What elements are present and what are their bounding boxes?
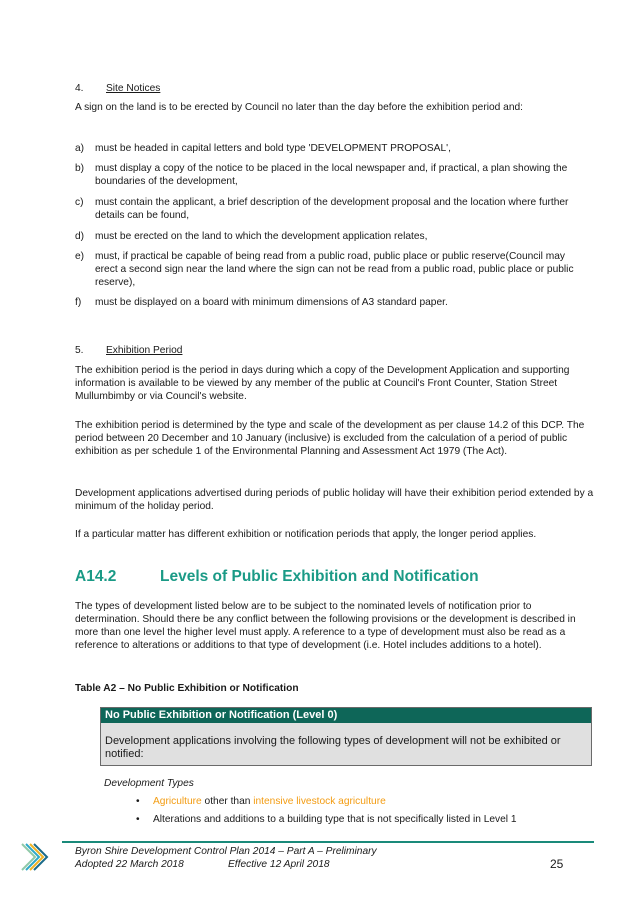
agriculture-link[interactable]: Agriculture	[153, 796, 202, 807]
section-5-number: 5.	[75, 345, 84, 356]
list-item-label: f)	[75, 297, 82, 308]
footer-effective: Effective 12 April 2018	[228, 859, 330, 870]
table-header: No Public Exhibition or Notification (Level 0)	[101, 708, 591, 723]
list-item-label: e)	[75, 251, 85, 262]
paragraph: The exhibition period is the period in days during which a copy of the Development Application and supporting information is available to be viewed by any member of the public at Council's Front Counter, Station Street Mullumbimby or via Council's website.	[75, 365, 570, 402]
table-body: Development applications involving the following types of development will not be exhibited or notified:	[101, 723, 591, 765]
paragraph: If a particular matter has different exhibition or notification periods that apply, the longer period applies.	[75, 529, 537, 540]
bullet-icon: •	[136, 814, 140, 825]
development-types-label: Development Types	[104, 778, 194, 789]
intensive-livestock-link[interactable]: intensive livestock agriculture	[253, 796, 386, 807]
section-title: Levels of Public Exhibition and Notification	[160, 568, 479, 585]
list-item-text: must be headed in capital letters and bold type 'DEVELOPMENT PROPOSAL',	[95, 143, 451, 154]
list-item-text: must be displayed on a board with minimum dimensions of A3 standard paper.	[95, 297, 448, 308]
list-item-text: Alterations and additions to a building type that is not specifically listed in Level 1	[153, 814, 517, 825]
logo-icon	[20, 842, 54, 872]
list-item-label: a)	[75, 143, 85, 154]
list-item-text: must contain the applicant, a brief description of the development proposal and the location where further details can be found,	[95, 197, 569, 221]
list-item-text: must display a copy of the notice to be placed in the local newspaper and, if practical, a plan showing the boundaries of the development,	[95, 163, 568, 187]
section-5-heading: Exhibition Period	[106, 345, 183, 356]
level-0-table	[100, 707, 592, 766]
paragraph: The types of development listed below are to be subject to the nominated levels of notification prior to determination. Should there be any conflict between the following provisions or the development is described in more than one level the higher level must apply. A reference to a type of development must also be read as a reference to alterations or additions to that type of development (i.e. Hotel includes additions to a hotel).	[75, 601, 576, 651]
list-item-text: other than	[201, 796, 254, 807]
bullet-icon: •	[136, 796, 140, 807]
paragraph: The exhibition period is determined by the type and scale of the development as per clause 14.2 of this DCP. The period between 20 December and 10 January (inclusive) is excluded from the calculation of a period of public exhibition as per schedule 1 of the Environmental Planning and Assessment Act 1979 (The Act).	[75, 420, 585, 457]
table-caption: Table A2 – No Public Exhibition or Notification	[75, 683, 299, 694]
footer-title: Byron Shire Development Control Plan 2014 – Part A – Preliminary	[75, 846, 377, 857]
list-item-text: must, if practical be capable of being read from a public road, public place or public reserve(Council may erect a second sign near the land where the sign can not be read from a public road, public place or public reserve),	[95, 251, 574, 288]
section-4-number: 4.	[75, 83, 84, 94]
section-4-heading: Site Notices	[106, 83, 161, 94]
list-item-label: d)	[75, 231, 85, 242]
footer-rule	[62, 841, 594, 843]
list-item-text: must be erected on the land to which the development application relates,	[95, 231, 428, 242]
list-item-label: b)	[75, 163, 85, 174]
section-number: A14.2	[75, 568, 117, 585]
page-number: 25	[550, 857, 564, 871]
list-item	[153, 795, 386, 808]
footer-adopted: Adopted 22 March 2018	[75, 859, 184, 870]
list-item-label: c)	[75, 197, 84, 208]
paragraph: Development applications advertised during periods of public holiday will have their exhibition period extended by a minimum of the holiday period.	[75, 488, 594, 512]
section-4-intro: A sign on the land is to be erected by Council no later than the day before the exhibition period and:	[75, 102, 523, 113]
